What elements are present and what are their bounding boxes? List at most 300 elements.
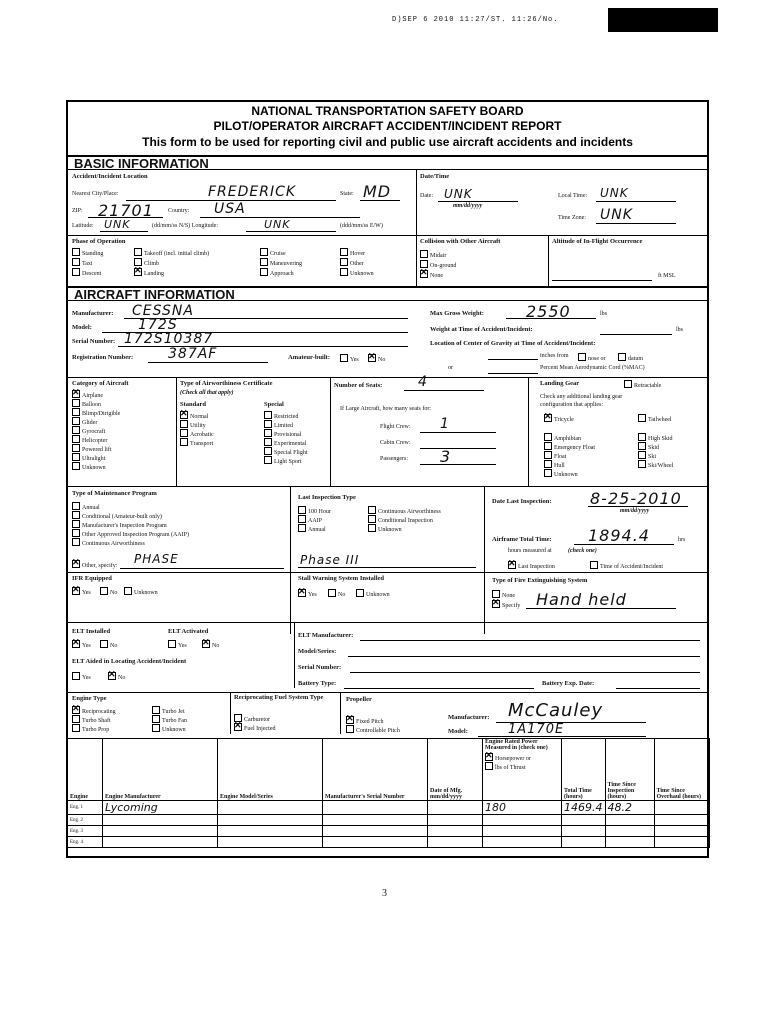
airworthiness-header: Type of Airworthiness Certificate: [180, 380, 273, 387]
checkbox[interactable]: [264, 438, 272, 446]
phase-cruise[interactable]: Cruise: [260, 248, 286, 257]
max-gross-weight-field[interactable]: 2550: [526, 302, 571, 321]
model-label: Model:: [72, 324, 92, 331]
cell-date[interactable]: [428, 837, 483, 848]
cell-model[interactable]: [218, 837, 323, 848]
col-serial-number: Manufacturer's Serial Number: [323, 739, 428, 801]
prop-model-label: Model:: [448, 728, 468, 735]
elt-serial-label: Serial Number:: [298, 664, 342, 671]
maint-2[interactable]: [72, 520, 167, 529]
registration-field[interactable]: 387AF: [168, 346, 218, 362]
cell-label: Eng. 1: [68, 801, 103, 815]
serial-field[interactable]: 172S10387: [124, 331, 214, 347]
category-1[interactable]: [72, 399, 101, 408]
date-inspection-label: Date Last Inspection:: [492, 498, 552, 505]
checkbox[interactable]: [72, 435, 80, 443]
prop-manufacturer-field[interactable]: McCauley: [508, 700, 604, 721]
gear-alt-label: Ski: [648, 454, 657, 460]
category-label: Glider: [82, 420, 98, 426]
phase-other[interactable]: Other: [340, 258, 364, 267]
special-0[interactable]: [264, 411, 298, 420]
maint-label: Conditional (Amateur-built only): [82, 514, 162, 520]
stall-header: Stall Warning System Installed: [298, 575, 385, 582]
engine-type-header: Engine Type: [72, 695, 107, 702]
category-label: Helicopter: [82, 438, 108, 444]
standard-label: Normal: [190, 414, 209, 420]
checkbox[interactable]: [264, 456, 272, 464]
hours-check-one: (check one): [568, 548, 597, 554]
cell-insp[interactable]: [605, 815, 654, 826]
elt-installed-yes[interactable]: ✕Yes: [72, 640, 91, 649]
standard-label: Transport: [190, 441, 214, 447]
flight-crew-label: Flight Crew:: [380, 424, 411, 430]
timezone-field[interactable]: UNK: [600, 207, 633, 223]
maint-0[interactable]: [72, 502, 100, 511]
phase-maneuvering[interactable]: Maneuvering: [260, 258, 302, 267]
cell-power[interactable]: [483, 837, 562, 848]
checkbox[interactable]: [72, 399, 80, 407]
special-5[interactable]: [264, 456, 302, 465]
gear-label: Emergency Float: [554, 445, 596, 451]
phase-climb[interactable]: Climb: [134, 258, 159, 267]
prop-fixed-pitch[interactable]: ✕Fixed Pitch: [346, 716, 384, 725]
category-8[interactable]: [72, 462, 106, 471]
insp-1[interactable]: [298, 515, 322, 524]
category-header: Category of Aircraft: [72, 380, 129, 387]
redaction-block: [608, 8, 718, 32]
checkbox[interactable]: [72, 417, 80, 425]
table-row: [68, 801, 710, 815]
country-field[interactable]: USA: [214, 201, 246, 217]
stall-unknown[interactable]: Unknown: [356, 589, 390, 598]
phase-unknown[interactable]: Unknown: [340, 268, 374, 277]
maint-4[interactable]: [72, 538, 145, 547]
gear-3[interactable]: [544, 451, 566, 460]
col-engine-manufacturer: Engine Manufacturer: [103, 739, 218, 801]
cell-date[interactable]: [428, 801, 483, 815]
col-engine-model: Engine Model/Series: [218, 739, 323, 801]
lon-format-label: (ddd/mm/ss E/W): [340, 223, 383, 229]
checkbox[interactable]: [544, 451, 552, 459]
gear-label: Unknown: [554, 472, 578, 478]
insp-label: AAIP: [308, 518, 323, 524]
cell-serial[interactable]: [323, 826, 428, 837]
maint-other-field[interactable]: PHASE: [134, 552, 179, 566]
model-field[interactable]: 172S: [138, 317, 178, 333]
maint-3[interactable]: [72, 529, 189, 538]
cell-serial[interactable]: [323, 837, 428, 848]
insp-2[interactable]: [298, 524, 326, 533]
country-label: Country:: [168, 208, 190, 214]
col-rated-power: Engine Rated Power Measured in (check one) ✕Horsepower or lbs of Thrust: [483, 739, 562, 801]
maint-other[interactable]: ✕Other, specify:: [72, 560, 117, 569]
elt-aided-no[interactable]: ✕ No: [108, 672, 125, 681]
checkbox[interactable]: [72, 408, 80, 416]
elt-model-label: Model/Series:: [298, 648, 337, 655]
col-date-mfg: Date of Mfg. mm/dd/yyyy: [428, 739, 483, 801]
state-field[interactable]: MD: [363, 182, 392, 201]
airframe-unit: hrs: [678, 537, 686, 543]
hours-time-of-accident[interactable]: Time of Accident/Incident: [590, 561, 663, 570]
airframe-time-field[interactable]: 1894.4: [588, 526, 650, 545]
table-row: [68, 826, 710, 837]
gear-label: Amphibian: [554, 436, 581, 442]
checkbox[interactable]: [264, 420, 272, 428]
cell-model[interactable]: [218, 801, 323, 815]
category-5[interactable]: [72, 435, 107, 444]
checkbox[interactable]: [72, 511, 80, 519]
standard-1[interactable]: [180, 420, 206, 429]
fax-header: D)SEP 6 2010 11:27/ST. 11:26/No.: [392, 16, 559, 24]
prop-manufacturer-label: Manufacturer:: [448, 714, 490, 721]
cell-insp[interactable]: [605, 837, 654, 848]
ifr-yes[interactable]: ✕Yes: [72, 587, 91, 596]
checkbox[interactable]: [298, 524, 306, 532]
special-1[interactable]: [264, 420, 293, 429]
category-7[interactable]: [72, 453, 105, 462]
landing-gear-header: Landing Gear: [540, 380, 580, 387]
seats-field[interactable]: 4: [418, 374, 428, 390]
cell-total[interactable]: [562, 837, 606, 848]
hours-last-inspection[interactable]: ✕Last Inspection: [508, 561, 555, 570]
gear-note-1: Check any additional landing gear: [540, 394, 623, 400]
flight-crew-field[interactable]: 1: [440, 416, 450, 432]
category-4[interactable]: [72, 426, 105, 435]
cell-power[interactable]: [483, 826, 562, 837]
checkbox[interactable]: [72, 520, 80, 528]
cell-total[interactable]: [562, 826, 606, 837]
category-label: Gyrocraft: [82, 429, 106, 435]
fuel-injected[interactable]: ✕Fuel Injected: [234, 723, 276, 732]
checkbox[interactable]: [298, 515, 306, 523]
cabin-crew-label: Cabin Crew:: [380, 440, 411, 446]
checkbox[interactable]: [72, 426, 80, 434]
category-label: Balloon: [82, 402, 101, 408]
gear-alt-0[interactable]: [638, 414, 672, 423]
category-3[interactable]: [72, 417, 97, 426]
collision-header: Collision with Other Aircraft: [420, 238, 501, 245]
maint-label: Annual: [82, 505, 100, 511]
cell-serial[interactable]: [323, 801, 428, 815]
standard-2[interactable]: [180, 429, 214, 438]
cg-mac: Percent Mean Aerodynamic Cord (%MAC): [540, 365, 645, 371]
large-aircraft-label: If Large Aircraft, how many seats for:: [340, 406, 432, 412]
title-form: PILOT/OPERATOR AIRCRAFT ACCIDENT/INCIDENT REPORT: [213, 119, 562, 133]
insp-alt-label: Unknown: [378, 527, 402, 533]
cg-datum[interactable]: datum: [618, 353, 643, 362]
insp-alt-2[interactable]: [368, 524, 402, 533]
checkbox[interactable]: [544, 433, 552, 441]
phase-hover[interactable]: Hover: [340, 248, 365, 257]
special-label: Special Flight: [274, 450, 308, 456]
section-basic: BASIC INFORMATION: [68, 155, 707, 170]
standard-0[interactable]: [180, 411, 208, 420]
cell-label: Eng. 4: [68, 837, 103, 848]
fire-specify-field[interactable]: Hand held: [536, 590, 627, 609]
gear-2[interactable]: [544, 442, 595, 451]
phase-header: Phase of Operation: [72, 238, 126, 245]
checkbox[interactable]: [638, 442, 646, 450]
checkbox[interactable]: [264, 429, 272, 437]
timezone-label: Time Zone:: [558, 215, 586, 221]
phase-taxi[interactable]: Taxi: [72, 258, 93, 267]
altitude-header: Altitude of In-Flight Occurrence: [552, 238, 643, 245]
prop-controllable-pitch[interactable]: Controllable Pitch: [346, 725, 400, 734]
special-label: Limited: [274, 423, 293, 429]
manufacturer-field[interactable]: CESSNA: [132, 303, 194, 319]
airworthiness-note: (Check all that apply): [180, 390, 234, 396]
gear-0[interactable]: [544, 414, 574, 423]
category-0[interactable]: [72, 390, 103, 399]
phase-takeoff[interactable]: Takeoff (incl. initial climb): [134, 248, 209, 257]
category-label: Blimp/Dirigible: [82, 411, 121, 417]
gear-label: Hull: [554, 463, 565, 469]
insp-alt-1[interactable]: [368, 515, 433, 524]
elt-installed-header: ELT Installed: [72, 628, 111, 635]
phase-landing[interactable]: ✕Landing: [134, 268, 164, 277]
manufacturer-label: Manufacturer:: [72, 310, 114, 317]
special-label: Provisional: [274, 432, 302, 438]
cg-inches: inches from: [540, 353, 569, 359]
latitude-field[interactable]: UNK: [104, 218, 131, 231]
checkbox[interactable]: [180, 411, 188, 419]
hours-measured-label: hours measured at: [508, 548, 552, 554]
engine-turbo-jet[interactable]: Turbo Jet: [152, 706, 185, 715]
gear-alt-4[interactable]: [638, 460, 673, 469]
checkbox[interactable]: [72, 453, 80, 461]
standard-label: Acrobatic: [190, 432, 214, 438]
checkbox[interactable]: [180, 420, 188, 428]
insp-0[interactable]: [298, 506, 331, 515]
engine-reciprocating[interactable]: ✕Reciprocating: [72, 706, 116, 715]
gear-label: Float: [554, 454, 567, 460]
cell-power[interactable]: 180: [483, 801, 562, 815]
checkbox[interactable]: [72, 444, 80, 452]
gear-alt-label: Tailwheel: [648, 417, 672, 423]
checkbox[interactable]: [638, 414, 646, 422]
checkbox[interactable]: [264, 411, 272, 419]
maintenance-header: Type of Maintenance Program: [72, 490, 157, 497]
collision-midair[interactable]: Midair: [420, 250, 446, 259]
checkbox[interactable]: [368, 506, 376, 514]
elt-activated-header: ELT Activated: [168, 628, 209, 635]
special-3[interactable]: [264, 438, 306, 447]
local-time-field[interactable]: UNK: [600, 186, 629, 200]
checkbox[interactable]: [298, 506, 306, 514]
last-inspection-field[interactable]: Phase III: [300, 553, 360, 567]
gear-label: Tricycle: [554, 417, 574, 423]
collision-none[interactable]: ✕None: [420, 270, 443, 279]
gear-alt-label: Skid: [648, 445, 660, 451]
longitude-field[interactable]: UNK: [264, 218, 291, 231]
cell-label: Eng. 2: [68, 815, 103, 826]
cell-mfr[interactable]: Lycoming: [103, 801, 218, 815]
location-header: Accident/Incident Location: [72, 173, 148, 180]
gear-4[interactable]: [544, 460, 565, 469]
checkbox[interactable]: [180, 429, 188, 437]
fire-none[interactable]: None: [492, 590, 515, 599]
cell-ovh[interactable]: [654, 837, 710, 848]
standard-3[interactable]: [180, 438, 213, 447]
cell-total[interactable]: [562, 815, 606, 826]
standard-header: Standard: [180, 401, 207, 408]
checkbox[interactable]: [72, 390, 80, 398]
elt-installed-no[interactable]: No: [100, 640, 117, 649]
gear-alt-2[interactable]: [638, 442, 659, 451]
propeller-header: Propeller: [346, 696, 372, 703]
amateur-no[interactable]: ✕ No: [368, 354, 385, 363]
special-4[interactable]: [264, 447, 308, 456]
maint-1[interactable]: [72, 511, 162, 520]
checkbox[interactable]: [544, 414, 552, 422]
battery-exp-label: Battery Exp. Date:: [542, 680, 595, 687]
maint-label: Other Approved Inspection Program (AAIP): [82, 532, 189, 538]
date-inspection-field[interactable]: 8-25-2010: [590, 489, 682, 508]
cell-ovh[interactable]: [654, 826, 710, 837]
fire-header: Type of Fire Extinguishing System: [492, 577, 588, 584]
phase-approach[interactable]: Approach: [260, 268, 294, 277]
checkbox[interactable]: [72, 462, 80, 470]
checkbox[interactable]: [544, 442, 552, 450]
cg-label: Location of Center of Gravity at Time of Accident/Incident:: [430, 340, 596, 347]
cell-total[interactable]: 1469.4: [562, 801, 606, 815]
engine-table: [67, 738, 710, 848]
checkbox[interactable]: [638, 460, 646, 468]
cell-date[interactable]: [428, 826, 483, 837]
cell-date[interactable]: [428, 815, 483, 826]
title-purpose: This form to be used for reporting civil and public use aircraft accidents and incidents: [142, 135, 633, 149]
engine-turbo-fan[interactable]: Turbo Fan: [152, 715, 187, 724]
ifr-header: IFR Equipped: [72, 575, 112, 582]
checkbox[interactable]: [368, 515, 376, 523]
engine-turbo-shaft[interactable]: Turbo Shaft: [72, 715, 111, 724]
insp-alt-0[interactable]: [368, 506, 441, 515]
cg-or: or: [448, 365, 453, 371]
gear-1[interactable]: [544, 433, 581, 442]
insp-label: 100 Hour: [308, 509, 331, 515]
city-label: Nearest City/Place:: [72, 191, 119, 197]
special-label: Experimental: [274, 441, 307, 447]
mgw-unit: lbs: [600, 311, 608, 317]
engine-unknown[interactable]: Unknown: [152, 724, 186, 733]
page-number: 3: [382, 888, 387, 899]
category-2[interactable]: [72, 408, 120, 417]
gear-alt-3[interactable]: [638, 451, 656, 460]
cell-mfr[interactable]: [103, 815, 218, 826]
fire-specify[interactable]: ✕Specify: [492, 600, 520, 609]
cell-mfr[interactable]: [103, 826, 218, 837]
elt-aided-header: ELT Aided in Locating Accident/Incident: [72, 658, 187, 665]
checkbox[interactable]: [264, 447, 272, 455]
table-row: [68, 815, 710, 826]
special-2[interactable]: [264, 429, 301, 438]
cell-power[interactable]: [483, 815, 562, 826]
cg-nose[interactable]: nose or: [578, 353, 606, 362]
cell-model[interactable]: [218, 815, 323, 826]
cell-insp[interactable]: 48.2: [605, 801, 654, 815]
engine-turbo-prop[interactable]: Turbo Prop: [72, 724, 109, 733]
gear-note-2: configuration that applies:: [540, 402, 603, 408]
last-inspection-header: Last Inspection Type: [298, 494, 356, 501]
checkbox[interactable]: [72, 538, 80, 546]
elt-aided-yes[interactable]: Yes: [72, 672, 91, 681]
checkbox[interactable]: [638, 433, 646, 441]
passengers-label: Passengers:: [380, 456, 408, 462]
amateur-yes[interactable]: Yes: [340, 354, 359, 363]
altitude-unit: ft MSL: [658, 273, 676, 279]
checkbox[interactable]: [638, 451, 646, 459]
special-label: Restricted: [274, 414, 299, 420]
title-agency: NATIONAL TRANSPORTATION SAFETY BOARD: [251, 104, 524, 118]
cell-mfr[interactable]: [103, 837, 218, 848]
lat-format-label: (dd/mm/ss N/S) Longitude:: [152, 223, 218, 229]
gear-alt-1[interactable]: [638, 433, 673, 442]
city-field[interactable]: FREDERICK: [208, 184, 297, 200]
date-inspection-format: mm/dd/yyyy: [620, 508, 650, 514]
checkbox[interactable]: [544, 469, 552, 477]
category-label: Ultralight: [82, 456, 106, 462]
checkbox[interactable]: [368, 524, 376, 532]
elt-activated-no[interactable]: ✕ No: [202, 640, 219, 649]
phase-standing[interactable]: Standing: [72, 248, 103, 257]
cell-model[interactable]: [218, 826, 323, 837]
special-label: Light Sport: [274, 459, 302, 465]
serial-label: Serial Number:: [72, 338, 116, 345]
airframe-time-label: Airframe Total Time:: [492, 536, 552, 543]
recip-fuel-header: Reciprocating Fuel System Type: [234, 694, 324, 701]
elt-activated-yes[interactable]: Yes: [168, 640, 187, 649]
checkbox[interactable]: [72, 502, 80, 510]
date-label: Date:: [420, 193, 433, 199]
report-form: [66, 100, 709, 858]
stall-no[interactable]: No: [328, 589, 345, 598]
category-6[interactable]: [72, 444, 112, 453]
checkbox[interactable]: [72, 529, 80, 537]
date-field[interactable]: UNK: [444, 187, 473, 201]
gear-alt-label: Ski/Wheel: [648, 463, 674, 469]
phase-descent[interactable]: Descent: [72, 268, 101, 277]
stall-yes[interactable]: ✕Yes: [298, 589, 317, 598]
datetime-header: Date/Time: [420, 173, 450, 180]
passengers-field[interactable]: 3: [440, 447, 452, 466]
ifr-no[interactable]: No: [100, 587, 117, 596]
table-row: [68, 837, 710, 848]
collision-on-ground[interactable]: On-ground: [420, 260, 456, 269]
amateur-label: Amateur-built:: [288, 354, 331, 361]
cell-label: Eng. 3: [68, 826, 103, 837]
special-header: Special: [264, 401, 284, 408]
ifr-unknown[interactable]: Unknown: [124, 587, 158, 596]
col-engine: Engine: [68, 739, 103, 801]
maint-label: Continuous Airworthiness: [82, 541, 145, 547]
insp-label: Annual: [308, 527, 326, 533]
cell-ovh[interactable]: [654, 801, 710, 815]
gear-5[interactable]: [544, 469, 578, 478]
max-gross-weight-label: Max Gross Weight:: [430, 310, 484, 317]
category-label: Unknown: [82, 465, 106, 471]
cell-insp[interactable]: [605, 826, 654, 837]
cell-ovh[interactable]: [654, 815, 710, 826]
prop-model-field[interactable]: 1A170E: [508, 722, 565, 737]
checkbox[interactable]: [544, 460, 552, 468]
gear-retractable[interactable]: Retractable: [624, 380, 661, 389]
zip-field[interactable]: 21701: [98, 201, 154, 220]
cell-serial[interactable]: [323, 815, 428, 826]
checkbox[interactable]: [180, 438, 188, 446]
section-aircraft: AIRCRAFT INFORMATION: [68, 286, 707, 301]
fuel-carburetor[interactable]: Carburetor: [234, 714, 270, 723]
maint-label: Manufacturer's Inspection Program: [82, 523, 167, 529]
